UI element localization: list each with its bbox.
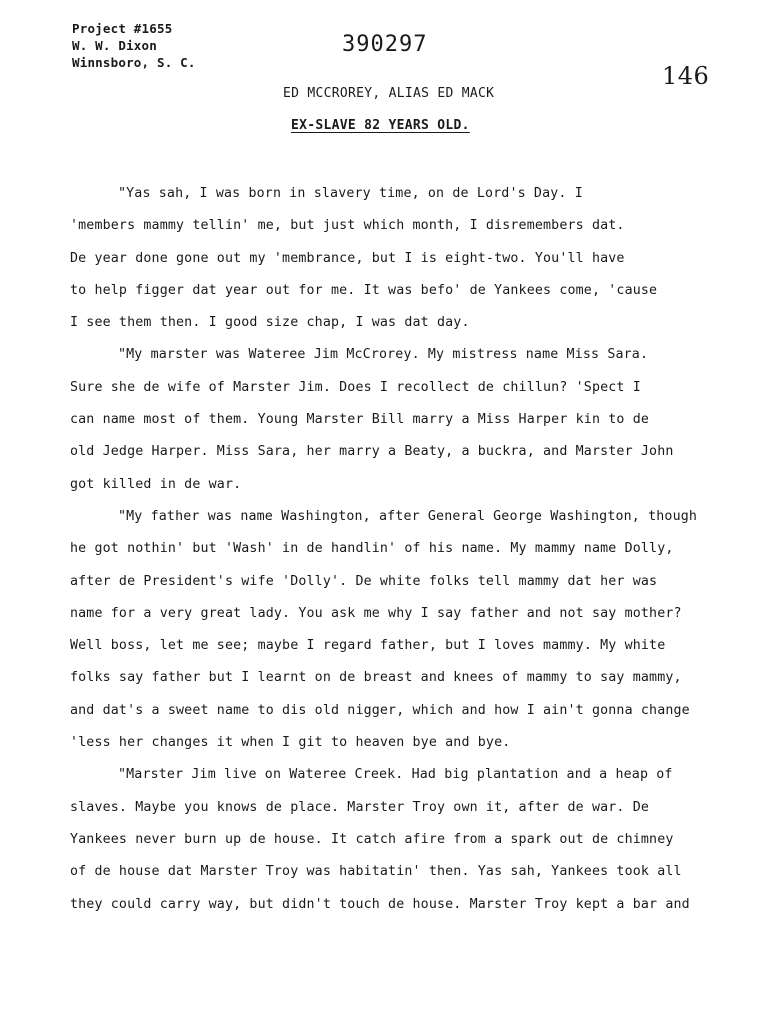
body-line: name for a very great lady. You ask me why I say father and not say mother? — [70, 605, 682, 621]
body-line: can name most of them. Young Marster Bill marry a Miss Harper kin to de — [70, 412, 650, 428]
body-line: Well boss, let me see; maybe I regard father, but I loves mammy. My white — [70, 638, 666, 654]
project-header — [72, 20, 196, 71]
author-location: Winnsboro, S. C. — [72, 55, 196, 70]
body-line: "Marster Jim live on Wateree Creek. Had big plantation and a heap of — [118, 767, 673, 783]
document-number-stamp: 390297 — [342, 32, 428, 57]
body-line: De year done gone out my 'membrance, but I is eight-two. You'll have — [70, 250, 625, 266]
body-line: to help figger dat year out for me. It was befo' de Yankees come, 'cause — [70, 282, 658, 298]
project-number: Project #1655 — [72, 21, 173, 36]
body-line: he got nothin' but 'Wash' in de handlin' of his name. My mammy name Dolly, — [70, 541, 674, 557]
body-line: Sure she de wife of Marster Jim. Does I recollect de chillun? 'Spect I — [70, 379, 641, 395]
narrative-body — [70, 178, 700, 921]
body-line: "My marster was Wateree Jim McCrorey. My mistress name Miss Sara. — [118, 347, 649, 363]
body-line: 'less her changes it when I git to heaven bye and bye. — [70, 735, 511, 751]
body-line: old Jedge Harper. Miss Sara, her marry a Beaty, a buckra, and Marster John — [70, 444, 674, 460]
body-line: after de President's wife 'Dolly'. De white folks tell mammy dat her was — [70, 573, 658, 589]
body-line: "Yas sah, I was born in slavery time, on de Lord's Day. I — [118, 186, 583, 201]
body-line: and dat's a sweet name to dis old nigger, which and how I ain't gonna change — [70, 702, 690, 718]
interview-title: ED MCCROREY, ALIAS ED MACK — [283, 86, 495, 101]
body-line: Yankees never burn up de house. It catch afire from a spark out de chimney — [70, 831, 674, 847]
body-line: 'members mammy tellin' me, but just which month, I disremembers dat. — [70, 218, 625, 234]
body-line: slaves. Maybe you knows de place. Marster Troy own it, after de war. De — [70, 799, 650, 815]
body-line: of de house dat Marster Troy was habitatin' then. Yas sah, Yankees took all — [70, 864, 682, 880]
body-line: "My father was name Washington, after General George Washington, though — [118, 508, 698, 524]
interview-subtitle: EX-SLAVE 82 YEARS OLD. — [291, 118, 470, 133]
body-line: folks say father but I learnt on de breast and knees of mammy to say mammy, — [70, 670, 682, 686]
author-name: W. W. Dixon — [72, 38, 157, 53]
body-line: I see them then. I good size chap, I was dat day. — [70, 315, 470, 331]
page-number: 146 — [662, 62, 710, 90]
body-line: got killed in de war. — [70, 476, 242, 492]
body-line: they could carry way, but didn't touch de house. Marster Troy kept a bar and — [70, 896, 690, 912]
